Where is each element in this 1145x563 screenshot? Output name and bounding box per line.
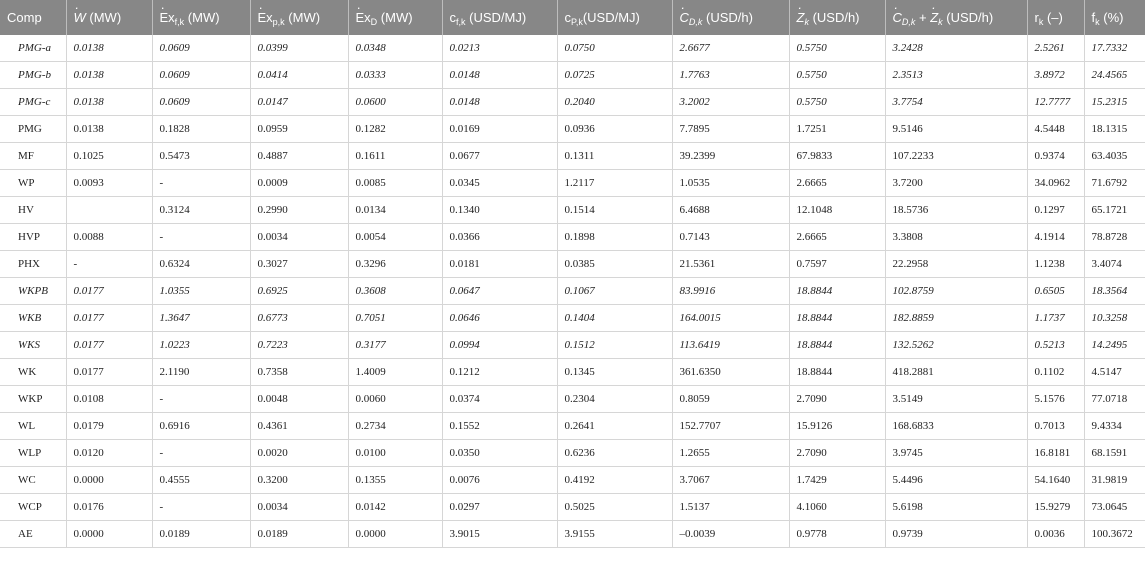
cell-relative-cost-difference: 0.5213 bbox=[1027, 332, 1084, 359]
cell-cost-fuel: 0.0374 bbox=[442, 386, 557, 413]
cell-investment-cost: 2.6665 bbox=[789, 224, 885, 251]
cell-exergy-product: 0.0020 bbox=[250, 440, 348, 467]
cell-cost-product: 0.2304 bbox=[557, 386, 672, 413]
cell-exergy-destruction: 1.4009 bbox=[348, 359, 442, 386]
cell-exergoeconomic-factor: 14.2495 bbox=[1084, 332, 1145, 359]
cell-relative-cost-difference: 3.8972 bbox=[1027, 62, 1084, 89]
cell-cost-product: 0.1514 bbox=[557, 197, 672, 224]
table-row bbox=[0, 494, 1145, 521]
col-header-total-cost: · $C_{D,k}$ + · $Z_k$ (USD/h) bbox=[885, 0, 1027, 35]
cell-power: 0.0138 bbox=[66, 35, 152, 62]
cell-comp: WL bbox=[0, 413, 66, 440]
cell-exergy-product: 0.0959 bbox=[250, 116, 348, 143]
col-header-cost-product: $c_{P,k}(USD/MJ)$ bbox=[557, 0, 672, 35]
cell-relative-cost-difference: 0.0036 bbox=[1027, 521, 1084, 548]
cell-cost-product: 1.2117 bbox=[557, 170, 672, 197]
table-row bbox=[0, 170, 1145, 197]
cell-exergoeconomic-factor: 15.2315 bbox=[1084, 89, 1145, 116]
cell-exergy-product: 0.7358 bbox=[250, 359, 348, 386]
cell-relative-cost-difference: 0.7013 bbox=[1027, 413, 1084, 440]
cell-exergoeconomic-factor: 65.1721 bbox=[1084, 197, 1145, 224]
col-header-exergy-product: · $Ex_{p,k}$ (MW) bbox=[250, 0, 348, 35]
cell-cost-fuel: 0.1212 bbox=[442, 359, 557, 386]
table-row bbox=[0, 467, 1145, 494]
cell-power: 0.0177 bbox=[66, 305, 152, 332]
cell-cost-product: 0.0936 bbox=[557, 116, 672, 143]
cell-cost-destruction: 39.2399 bbox=[672, 143, 789, 170]
cell-relative-cost-difference: 0.1297 bbox=[1027, 197, 1084, 224]
cell-investment-cost: 18.8844 bbox=[789, 359, 885, 386]
cell-cost-fuel: 0.0994 bbox=[442, 332, 557, 359]
cell-comp: WCP bbox=[0, 494, 66, 521]
cell-exergoeconomic-factor: 73.0645 bbox=[1084, 494, 1145, 521]
cell-power: 0.0177 bbox=[66, 359, 152, 386]
col-header-relative-cost-difference: $r_k$ (–) bbox=[1027, 0, 1084, 35]
cell-cost-fuel: 0.0647 bbox=[442, 278, 557, 305]
cell-exergy-fuel: 0.0609 bbox=[152, 89, 250, 116]
cell-relative-cost-difference: 1.1737 bbox=[1027, 305, 1084, 332]
cell-investment-cost: 67.9833 bbox=[789, 143, 885, 170]
cell-cost-fuel: 0.0366 bbox=[442, 224, 557, 251]
col-header-comp: Comp bbox=[0, 0, 66, 35]
cell-investment-cost: 0.5750 bbox=[789, 62, 885, 89]
cell-cost-destruction: 7.7895 bbox=[672, 116, 789, 143]
table-row bbox=[0, 251, 1145, 278]
cell-cost-product: 0.2040 bbox=[557, 89, 672, 116]
cell-cost-product: 0.1311 bbox=[557, 143, 672, 170]
cell-exergy-destruction: 0.0333 bbox=[348, 62, 442, 89]
cell-exergy-destruction: 0.7051 bbox=[348, 305, 442, 332]
cell-cost-fuel: 0.1340 bbox=[442, 197, 557, 224]
cell-exergy-fuel: - bbox=[152, 494, 250, 521]
cell-total-cost: 182.8859 bbox=[885, 305, 1027, 332]
cell-total-cost: 3.7200 bbox=[885, 170, 1027, 197]
cell-total-cost: 3.2428 bbox=[885, 35, 1027, 62]
cell-relative-cost-difference: 5.1576 bbox=[1027, 386, 1084, 413]
cell-cost-product: 3.9155 bbox=[557, 521, 672, 548]
cell-total-cost: 18.5736 bbox=[885, 197, 1027, 224]
cell-relative-cost-difference: 15.9279 bbox=[1027, 494, 1084, 521]
table-row bbox=[0, 305, 1145, 332]
cell-comp: AE bbox=[0, 521, 66, 548]
cell-exergy-product: 0.2990 bbox=[250, 197, 348, 224]
cell-total-cost: 107.2233 bbox=[885, 143, 1027, 170]
cell-exergy-destruction: 0.0000 bbox=[348, 521, 442, 548]
cell-power: 0.0108 bbox=[66, 386, 152, 413]
cell-cost-fuel: 0.0076 bbox=[442, 467, 557, 494]
cell-total-cost: 418.2881 bbox=[885, 359, 1027, 386]
cell-cost-fuel: 0.0646 bbox=[442, 305, 557, 332]
cell-power: 0.0000 bbox=[66, 521, 152, 548]
cell-investment-cost: 15.9126 bbox=[789, 413, 885, 440]
cell-exergy-product: 0.0399 bbox=[250, 35, 348, 62]
cell-power: 0.0177 bbox=[66, 332, 152, 359]
cell-investment-cost: 0.7597 bbox=[789, 251, 885, 278]
cell-power: 0.0138 bbox=[66, 62, 152, 89]
cell-total-cost: 2.3513 bbox=[885, 62, 1027, 89]
cell-exergy-fuel: 2.1190 bbox=[152, 359, 250, 386]
cell-comp: PMG bbox=[0, 116, 66, 143]
table-row bbox=[0, 89, 1145, 116]
cell-cost-fuel: 0.0213 bbox=[442, 35, 557, 62]
cell-exergy-product: 0.4887 bbox=[250, 143, 348, 170]
cell-cost-fuel: 0.0297 bbox=[442, 494, 557, 521]
table-row bbox=[0, 62, 1145, 89]
cell-total-cost: 168.6833 bbox=[885, 413, 1027, 440]
cell-cost-product: 0.1345 bbox=[557, 359, 672, 386]
cell-cost-product: 0.6236 bbox=[557, 440, 672, 467]
header-row bbox=[0, 0, 1145, 35]
cell-investment-cost: 12.1048 bbox=[789, 197, 885, 224]
cell-relative-cost-difference: 54.1640 bbox=[1027, 467, 1084, 494]
cell-power: 0.0088 bbox=[66, 224, 152, 251]
cell-relative-cost-difference: 0.1102 bbox=[1027, 359, 1084, 386]
cell-power bbox=[66, 197, 152, 224]
table-row bbox=[0, 116, 1145, 143]
cell-comp: WLP bbox=[0, 440, 66, 467]
cell-cost-fuel: 0.0350 bbox=[442, 440, 557, 467]
cell-total-cost: 3.3808 bbox=[885, 224, 1027, 251]
cell-exergy-product: 0.0189 bbox=[250, 521, 348, 548]
cell-cost-destruction: 2.6677 bbox=[672, 35, 789, 62]
cell-cost-destruction: 6.4688 bbox=[672, 197, 789, 224]
cell-exergy-destruction: 0.3608 bbox=[348, 278, 442, 305]
cell-total-cost: 5.4496 bbox=[885, 467, 1027, 494]
cell-power: 0.0138 bbox=[66, 116, 152, 143]
cell-comp: PHX bbox=[0, 251, 66, 278]
cell-total-cost: 9.5146 bbox=[885, 116, 1027, 143]
cell-comp: HVP bbox=[0, 224, 66, 251]
cell-comp: WKS bbox=[0, 332, 66, 359]
cell-exergy-product: 0.3027 bbox=[250, 251, 348, 278]
cell-investment-cost: 0.5750 bbox=[789, 89, 885, 116]
cell-investment-cost: 18.8844 bbox=[789, 332, 885, 359]
cell-exergy-destruction: 0.0134 bbox=[348, 197, 442, 224]
cell-exergy-fuel: 0.6324 bbox=[152, 251, 250, 278]
cell-comp: WKPB bbox=[0, 278, 66, 305]
cell-power: 0.0138 bbox=[66, 89, 152, 116]
cell-cost-product: 0.0750 bbox=[557, 35, 672, 62]
cell-cost-destruction: 0.7143 bbox=[672, 224, 789, 251]
cell-comp: MF bbox=[0, 143, 66, 170]
table-row bbox=[0, 359, 1145, 386]
cell-investment-cost: 0.9778 bbox=[789, 521, 885, 548]
cell-cost-fuel: 0.0148 bbox=[442, 89, 557, 116]
cell-exergoeconomic-factor: 77.0718 bbox=[1084, 386, 1145, 413]
cell-cost-product: 0.4192 bbox=[557, 467, 672, 494]
table-row bbox=[0, 197, 1145, 224]
cell-relative-cost-difference: 0.9374 bbox=[1027, 143, 1084, 170]
cell-exergy-product: 0.4361 bbox=[250, 413, 348, 440]
table-body bbox=[0, 35, 1145, 548]
cell-total-cost: 3.5149 bbox=[885, 386, 1027, 413]
cell-power: 0.0177 bbox=[66, 278, 152, 305]
cell-relative-cost-difference: 4.5448 bbox=[1027, 116, 1084, 143]
table-row bbox=[0, 278, 1145, 305]
table-row bbox=[0, 386, 1145, 413]
cell-exergy-product: 0.0048 bbox=[250, 386, 348, 413]
cell-exergy-destruction: 0.0600 bbox=[348, 89, 442, 116]
cell-exergoeconomic-factor: 18.1315 bbox=[1084, 116, 1145, 143]
col-header-exergoeconomic-factor: $f_k$ (%) bbox=[1084, 0, 1145, 35]
table-row bbox=[0, 440, 1145, 467]
cell-exergy-fuel: 0.4555 bbox=[152, 467, 250, 494]
cell-exergy-fuel: 1.0223 bbox=[152, 332, 250, 359]
cell-comp: WK bbox=[0, 359, 66, 386]
cell-cost-destruction: 152.7707 bbox=[672, 413, 789, 440]
cell-total-cost: 5.6198 bbox=[885, 494, 1027, 521]
cell-power: 0.1025 bbox=[66, 143, 152, 170]
cell-exergy-fuel: 0.6916 bbox=[152, 413, 250, 440]
cell-cost-destruction: 361.6350 bbox=[672, 359, 789, 386]
cell-cost-product: 0.5025 bbox=[557, 494, 672, 521]
cell-cost-fuel: 0.1552 bbox=[442, 413, 557, 440]
cell-cost-fuel: 0.0148 bbox=[442, 62, 557, 89]
cell-relative-cost-difference: 4.1914 bbox=[1027, 224, 1084, 251]
cell-exergoeconomic-factor: 68.1591 bbox=[1084, 440, 1145, 467]
col-header-cost-destruction: · $C_{D,k}$ (USD/h) bbox=[672, 0, 789, 35]
cell-exergy-destruction: 0.0060 bbox=[348, 386, 442, 413]
cell-exergoeconomic-factor: 71.6792 bbox=[1084, 170, 1145, 197]
cell-exergy-product: 0.0009 bbox=[250, 170, 348, 197]
cell-exergy-destruction: 0.1611 bbox=[348, 143, 442, 170]
cell-exergy-fuel: 1.0355 bbox=[152, 278, 250, 305]
cell-exergy-destruction: 0.0348 bbox=[348, 35, 442, 62]
cell-exergy-product: 0.7223 bbox=[250, 332, 348, 359]
cell-cost-destruction: 164.0015 bbox=[672, 305, 789, 332]
cell-cost-product: 0.1404 bbox=[557, 305, 672, 332]
cell-exergoeconomic-factor: 63.4035 bbox=[1084, 143, 1145, 170]
table-row bbox=[0, 224, 1145, 251]
cell-exergy-fuel: 0.5473 bbox=[152, 143, 250, 170]
cell-investment-cost: 18.8844 bbox=[789, 278, 885, 305]
cell-total-cost: 102.8759 bbox=[885, 278, 1027, 305]
cell-relative-cost-difference: 1.1238 bbox=[1027, 251, 1084, 278]
cell-exergy-destruction: 0.0142 bbox=[348, 494, 442, 521]
cell-investment-cost: 4.1060 bbox=[789, 494, 885, 521]
cell-total-cost: 22.2958 bbox=[885, 251, 1027, 278]
cell-exergy-destruction: 0.1282 bbox=[348, 116, 442, 143]
cell-power: 0.0120 bbox=[66, 440, 152, 467]
table-row bbox=[0, 143, 1145, 170]
cell-cost-product: 0.1512 bbox=[557, 332, 672, 359]
cell-investment-cost: 0.5750 bbox=[789, 35, 885, 62]
cell-total-cost: 0.9739 bbox=[885, 521, 1027, 548]
cell-comp: WP bbox=[0, 170, 66, 197]
cell-exergoeconomic-factor: 31.9819 bbox=[1084, 467, 1145, 494]
cell-exergy-destruction: 0.0054 bbox=[348, 224, 442, 251]
cell-total-cost: 132.5262 bbox=[885, 332, 1027, 359]
cell-relative-cost-difference: 0.6505 bbox=[1027, 278, 1084, 305]
cell-relative-cost-difference: 16.8181 bbox=[1027, 440, 1084, 467]
cell-cost-destruction: 0.8059 bbox=[672, 386, 789, 413]
cell-relative-cost-difference: 2.5261 bbox=[1027, 35, 1084, 62]
col-header-power: · W (MW) bbox=[66, 0, 152, 35]
cell-exergy-fuel: - bbox=[152, 224, 250, 251]
cell-exergy-destruction: 0.3296 bbox=[348, 251, 442, 278]
cell-cost-destruction: 21.5361 bbox=[672, 251, 789, 278]
cell-investment-cost: 2.7090 bbox=[789, 440, 885, 467]
cell-power: 0.0179 bbox=[66, 413, 152, 440]
table-row bbox=[0, 521, 1145, 548]
cell-cost-fuel: 0.0677 bbox=[442, 143, 557, 170]
cell-exergy-fuel: 0.0189 bbox=[152, 521, 250, 548]
cell-exergy-fuel: - bbox=[152, 440, 250, 467]
cell-power: 0.0176 bbox=[66, 494, 152, 521]
cell-comp: PMG-c bbox=[0, 89, 66, 116]
cell-exergoeconomic-factor: 24.4565 bbox=[1084, 62, 1145, 89]
cell-cost-fuel: 0.0181 bbox=[442, 251, 557, 278]
cell-cost-product: 0.0385 bbox=[557, 251, 672, 278]
cell-comp: PMG-a bbox=[0, 35, 66, 62]
cell-power: - bbox=[66, 251, 152, 278]
cell-exergy-fuel: 0.0609 bbox=[152, 35, 250, 62]
cell-exergy-fuel: 0.0609 bbox=[152, 62, 250, 89]
cell-comp: WKP bbox=[0, 386, 66, 413]
cell-investment-cost: 18.8844 bbox=[789, 305, 885, 332]
cell-exergy-product: 0.0034 bbox=[250, 224, 348, 251]
cell-relative-cost-difference: 34.0962 bbox=[1027, 170, 1084, 197]
cell-cost-destruction: 1.5137 bbox=[672, 494, 789, 521]
cell-comp: WC bbox=[0, 467, 66, 494]
col-header-investment-cost: · $Z_k$ (USD/h) bbox=[789, 0, 885, 35]
col-header-exergy-destruction: · $Ex_D$ (MW) bbox=[348, 0, 442, 35]
table-row bbox=[0, 35, 1145, 62]
cell-investment-cost: 1.7429 bbox=[789, 467, 885, 494]
cell-exergy-destruction: 0.0100 bbox=[348, 440, 442, 467]
cell-cost-fuel: 0.0169 bbox=[442, 116, 557, 143]
cell-cost-destruction: 83.9916 bbox=[672, 278, 789, 305]
cell-exergoeconomic-factor: 17.7332 bbox=[1084, 35, 1145, 62]
cell-exergy-fuel: - bbox=[152, 170, 250, 197]
cell-cost-product: 0.1067 bbox=[557, 278, 672, 305]
cell-total-cost: 3.9745 bbox=[885, 440, 1027, 467]
cell-cost-product: 0.1898 bbox=[557, 224, 672, 251]
cell-power: 0.0000 bbox=[66, 467, 152, 494]
cell-exergoeconomic-factor: 4.5147 bbox=[1084, 359, 1145, 386]
cell-exergy-product: 0.0414 bbox=[250, 62, 348, 89]
cell-cost-fuel: 0.0345 bbox=[442, 170, 557, 197]
cell-cost-destruction: 1.7763 bbox=[672, 62, 789, 89]
cell-exergy-product: 0.0034 bbox=[250, 494, 348, 521]
cell-investment-cost: 1.7251 bbox=[789, 116, 885, 143]
cell-exergoeconomic-factor: 18.3564 bbox=[1084, 278, 1145, 305]
cell-exergy-destruction: 0.1355 bbox=[348, 467, 442, 494]
cell-power: 0.0093 bbox=[66, 170, 152, 197]
cell-cost-product: 0.0725 bbox=[557, 62, 672, 89]
cell-cost-fuel: 3.9015 bbox=[442, 521, 557, 548]
cell-cost-destruction: 3.7067 bbox=[672, 467, 789, 494]
cell-investment-cost: 2.7090 bbox=[789, 386, 885, 413]
cell-exergy-fuel: 0.3124 bbox=[152, 197, 250, 224]
cell-exergy-product: 0.3200 bbox=[250, 467, 348, 494]
cell-exergy-destruction: 0.2734 bbox=[348, 413, 442, 440]
cell-exergy-product: 0.0147 bbox=[250, 89, 348, 116]
cell-comp: PMG-b bbox=[0, 62, 66, 89]
cell-exergy-product: 0.6925 bbox=[250, 278, 348, 305]
col-header-cost-fuel: $c_{f,k}$ (USD/MJ) bbox=[442, 0, 557, 35]
cell-cost-destruction: 1.2655 bbox=[672, 440, 789, 467]
cell-exergoeconomic-factor: 9.4334 bbox=[1084, 413, 1145, 440]
cell-cost-destruction: 3.2002 bbox=[672, 89, 789, 116]
cell-comp: HV bbox=[0, 197, 66, 224]
cell-exergy-product: 0.6773 bbox=[250, 305, 348, 332]
cell-exergoeconomic-factor: 78.8728 bbox=[1084, 224, 1145, 251]
cell-cost-destruction: –0.0039 bbox=[672, 521, 789, 548]
cell-exergy-fuel: - bbox=[152, 386, 250, 413]
cell-total-cost: 3.7754 bbox=[885, 89, 1027, 116]
cell-relative-cost-difference: 12.7777 bbox=[1027, 89, 1084, 116]
cell-exergy-destruction: 0.0085 bbox=[348, 170, 442, 197]
cell-comp: WKB bbox=[0, 305, 66, 332]
col-header-exergy-fuel: · $Ex_{f,k}$ (MW) bbox=[152, 0, 250, 35]
cell-exergoeconomic-factor: 100.3672 bbox=[1084, 521, 1145, 548]
table-row bbox=[0, 332, 1145, 359]
cell-cost-destruction: 113.6419 bbox=[672, 332, 789, 359]
cell-exergy-fuel: 0.1828 bbox=[152, 116, 250, 143]
cell-exergy-destruction: 0.3177 bbox=[348, 332, 442, 359]
cell-cost-product: 0.2641 bbox=[557, 413, 672, 440]
cell-exergy-fuel: 1.3647 bbox=[152, 305, 250, 332]
cell-exergoeconomic-factor: 3.4074 bbox=[1084, 251, 1145, 278]
cell-investment-cost: 2.6665 bbox=[789, 170, 885, 197]
cell-exergoeconomic-factor: 10.3258 bbox=[1084, 305, 1145, 332]
table-row bbox=[0, 413, 1145, 440]
cell-cost-destruction: 1.0535 bbox=[672, 170, 789, 197]
